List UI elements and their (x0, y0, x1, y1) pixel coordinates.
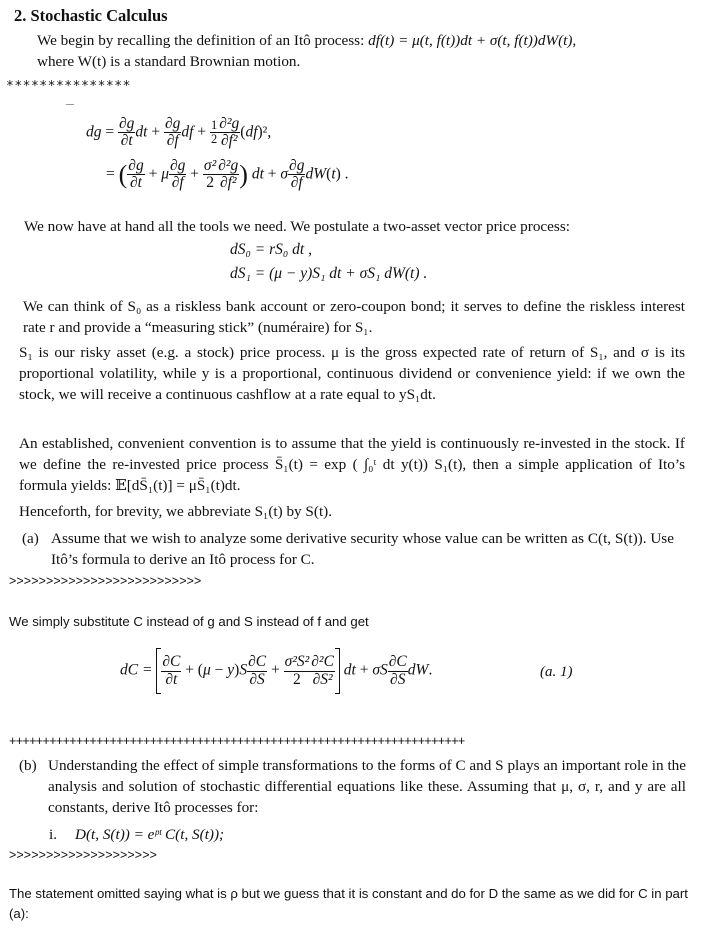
price-process-eq2: dS₁ = (μ − y)S₁ dt + σS₁ dW(t) . (230, 265, 428, 282)
tools-paragraph: We now have at hand all the tools we need. We postulate a two-asset vector price process: (24, 218, 570, 235)
intro-paragraph (37, 30, 697, 72)
paragraph-convention: An established, convenient convention is to assume that the yield is continuously re-invested in the stock. If we define the re-invested price process S̄₁(t) = exp ( ∫₀ᵗ dt y(t)) S₁(t), then a simple application of Ito’s formula yields: 𝔼[dS̄₁(t)] = μS̄₁(t)dt. (19, 435, 685, 494)
part-a-text: Assume that we wish to analyze some derivative security whose value can be written as C(t, S(t)). Use Itô’s formula to derive an Itô process for C. (51, 530, 674, 568)
ito-lemma-line2: = ( $\frac{\partial g}{\partial t}$ + μ $\frac{\partial g}{\partial f}$ + $\frac{\text{σ²}}{2}$ $\frac{\text{∂²g}}{\text{∂f²}}$ ) dt + σ $\frac{\partial g}{\partial f}$ dW(t) . (106, 157, 349, 192)
arrow-separator-1: >>>>>>>>>>>>>>>>>>>>>>>>>> (9, 574, 202, 588)
part-b-label: (b) (19, 757, 37, 774)
comment-rho: The statement omitted saying what is ρ but we guess that it is constant and do for D the same as we did for C in part (a): (9, 886, 688, 921)
part-b-item-label: i. (49, 826, 58, 843)
equation-a1: dC = $\frac{\partial C}{\partial t}$ + (μ − y)S $\frac{\partial C}{\partial S}$ + $\frac{\text{σ²S²}}{2}$ $\frac{\text{∂²C}}{\text{∂S²}}$ dt + σS $\frac{\partial C}{\partial S}$ dW. (120, 648, 432, 694)
intro-line1: We begin by recalling the definition of an Itô process: (37, 32, 365, 49)
intro-line2: where W(t) is a standard Brownian motion. (37, 53, 301, 70)
section-heading: 2. Stochastic Calculus (14, 6, 168, 25)
equation-number-a1: (a. 1) (540, 664, 573, 680)
paragraph-risky-asset: S₁ is our risky asset (e.g. a stock) price process. μ is the gross expected rate of return of S₁, and σ is its proportional volatility, while y is a proportional, continuous dividend or convenience yield: if we own the stock, we will receive a continuous cashflow at a rate equal to yS₁dt. (19, 344, 685, 403)
comment-substitution: We simply substitute C instead of g and S instead of f and get (9, 614, 369, 629)
dash-mark (66, 104, 74, 105)
ito-lemma-line1: dg = $\frac{\partial g}{\partial t}$ dt + $\frac{\partial g}{\partial f}$ df + $\frac{1}{2}$ $\frac{\text{∂²g}}{\text{∂f²}}$ (df)², (86, 115, 272, 150)
part-b-text: Understanding the effect of simple transformations to the forms of C and S plays an important role in the analysis and solution of stochastic differential equations like these. Assuming that μ, σ, r, and y are all constants, derive Itô processes for: (48, 757, 686, 816)
price-process-eq1: dS₀ = rS₀ dt , (230, 241, 312, 258)
part-a-label: (a) (22, 530, 39, 547)
plus-separator: ++++++++++++++++++++++++++++++++++++++++++++++++++++++++++++++++++++ (9, 734, 465, 748)
arrow-separator-2: >>>>>>>>>>>>>>>>>>>> (9, 848, 157, 862)
part-b-item: D(t, S(t)) = eᵖᵗ C(t, S(t)); (75, 826, 225, 843)
star-separator: *************** (6, 79, 131, 94)
ito-process-equation: df(t) = μ(t, f(t))dt + σ(t, f(t))dW(t), (368, 32, 577, 49)
paragraph-riskless: We can think of S₀ as a riskless bank account or zero-coupon bond; it serves to define the riskless interest rate r and provide a “measuring stick” (numéraire) for S₁. (23, 298, 685, 336)
paragraph-abbreviation: Henceforth, for brevity, we abbreviate S₁(t) by S(t). (19, 503, 333, 520)
